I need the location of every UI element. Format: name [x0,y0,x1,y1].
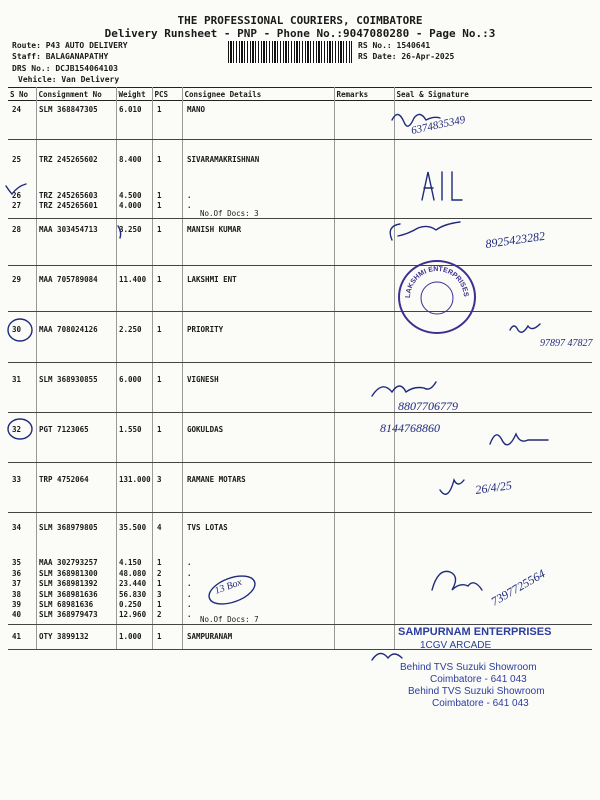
mark-scribble [118,226,121,238]
cell-pcs: 1 [157,325,162,334]
cell-cno: OTY 3899132 [39,632,89,641]
cell-sno: 27 [12,201,22,210]
handwritten-phone: 7397725564 [488,566,548,609]
cell-sno: 25 [12,155,22,164]
cell-sno: 26 [12,191,22,200]
cell-cno: SLM 368979473 [39,610,98,619]
cell-consignee: . [187,191,192,200]
cell-wt: 11.400 [119,275,147,284]
rs-date: RS Date: 26-Apr-2025 [358,52,455,61]
cell-sno: 35 [12,558,22,567]
cell-cno: MAA 302793257 [39,558,98,567]
cell-pcs: 1 [157,632,162,641]
cell-wt: 3.250 [119,225,142,234]
cell-pcs: 1 [157,375,162,384]
handwritten-note: All [424,200,426,201]
docs-count-note: No.Of Docs: 3 [200,209,259,218]
cell-wt: 0.250 [119,600,142,609]
cell-cno: TRZ 245265601 [39,201,98,210]
lakshmi-stamp [398,260,476,334]
cell-sno: 29 [12,275,22,284]
cell-cno: SLM 68981636 [39,600,94,609]
cell-pcs: 3 [157,475,162,484]
docs-count-note: No.Of Docs: 7 [200,615,259,624]
col-header-pcs: PCS [152,88,182,101]
runsheet-subtitle: Delivery Runsheet - PNP - Phone No.:9047080280 - Page No.:3 [104,27,496,40]
company-stamp-line: Coimbatore - 641 043 [430,674,527,685]
cell-consignee: LAKSHMI ENT [187,275,237,284]
cell-cno: MAA 705789084 [39,275,98,284]
cell-wt: 23.440 [119,579,147,588]
cell-pcs: 1 [157,600,162,609]
cell-consignee: TVS LOTAS [187,523,228,532]
handwritten-note: 13 Box [213,576,244,597]
signature-scribble [490,434,548,445]
cell-consignee: . [187,590,192,599]
cell-wt: 1.000 [119,632,142,641]
cell-sno: 32 [12,425,22,434]
cell-sno: 33 [12,475,22,484]
cell-cno: SLM 368847305 [39,105,98,114]
cell-consignee: . [187,558,192,567]
signature-scribble [422,172,462,200]
cell-sno: 34 [12,523,22,532]
handwritten-note: 97897 47827 [540,338,593,349]
vehicle-label: Vehicle: Van Delivery [18,75,120,84]
company-stamp-name: SAMPURNAM ENTERPRISES [398,626,552,638]
cell-cno: SLM 368979805 [39,523,98,532]
cell-pcs: 2 [157,610,162,619]
cell-sno: 30 [12,325,22,334]
col-header-sno: S No [8,88,36,101]
cell-pcs: 4 [157,523,162,532]
circle-mark [8,419,32,439]
cell-wt: 35.500 [119,523,147,532]
col-header-remarks: Remarks [334,88,394,101]
signature-scribble [372,382,436,396]
cell-consignee: . [187,610,192,619]
handwritten-phone: 8925423282 [484,228,546,251]
circle-mark [8,319,32,341]
cell-cno: PGT 7123065 [39,425,89,434]
cell-consignee: . [187,201,192,210]
cell-consignee: SAMPURANAM [187,632,233,641]
cell-wt: 56.830 [119,590,147,599]
cell-sno: 36 [12,569,22,578]
cell-consignee: MANISH KUMAR [187,225,242,234]
cell-cno: SLM 368981392 [39,579,98,588]
cell-consignee: . [187,579,192,588]
cell-sno: 38 [12,590,22,599]
rs-number: RS No.: 1540641 [358,41,431,50]
cell-pcs: 3 [157,590,162,599]
cell-cno: SLM 368981636 [39,590,98,599]
runsheet-title: THE PROFESSIONAL COURIERS, COIMBATORE [177,14,423,27]
cell-pcs: 2 [157,569,162,578]
cell-consignee: RAMANE MOTARS [187,475,246,484]
cell-pcs: 1 [157,155,162,164]
col-header-consignment: Consignment No [36,88,116,101]
cell-wt: 2.250 [119,325,142,334]
cell-consignee: PRIORITY [187,325,224,334]
checkmark-scribble [6,184,26,194]
handwritten-phone: 8144768860 [380,421,440,435]
cell-pcs: 1 [157,225,162,234]
cell-sno: 39 [12,600,22,609]
route-label: Route: P43 AUTO DELIVERY [12,41,128,50]
cell-pcs: 1 [157,558,162,567]
cell-wt: 1.550 [119,425,142,434]
stamp-text: LAKSHMI ENTERPRISES [404,265,470,299]
cell-consignee: . [187,569,192,578]
cell-wt: 4.000 [119,201,142,210]
cell-consignee: SIVARAMAKRISHNAN [187,155,260,164]
signature-scribble [432,571,482,590]
cell-pcs: 1 [157,105,162,114]
cell-wt: 131.000 [119,475,151,484]
cell-pcs: 1 [157,579,162,588]
handwritten-date: 26/4/25 [474,478,513,497]
drs-label: DRS No.: DCJB154064103 [12,64,118,73]
cell-wt: 6.010 [119,105,142,114]
cell-cno: SLM 368930855 [39,375,98,384]
company-stamp-line: Behind TVS Suzuki Showroom [408,686,545,697]
cell-consignee: VIGNESH [187,375,219,384]
cell-consignee: . [187,600,192,609]
cell-sno: 41 [12,632,22,641]
company-stamp-line: 1CGV ARCADE [420,640,492,651]
cell-sno: 24 [12,105,22,114]
signature-scribble [440,480,464,494]
cell-sno: 37 [12,579,22,588]
cell-wt: 8.400 [119,155,142,164]
cell-cno: SLM 368981300 [39,569,98,578]
signature-scribble [372,653,402,660]
cell-pcs: 1 [157,425,162,434]
cell-sno: 40 [12,610,22,619]
col-header-consignee: Consignee Details [182,88,334,101]
cell-wt: 4.500 [119,191,142,200]
cell-sno: 31 [12,375,22,384]
cell-cno: MAA 303454713 [39,225,98,234]
cell-consignee: GOKULDAS [187,425,224,434]
cell-wt: 4.150 [119,558,142,567]
cell-wt: 12.960 [119,610,147,619]
cell-cno: TRP 4752064 [39,475,89,484]
cell-pcs: 1 [157,275,162,284]
handwritten-phone: 6374835349 [410,113,467,137]
col-header-signature: Seal & Signature [394,88,592,101]
signature-scribble [390,222,460,240]
cell-cno: TRZ 245265602 [39,155,98,164]
staff-label: Staff: BALAGANAPATHY [12,52,109,61]
handwritten-phone: 8807706779 [398,399,458,413]
cell-wt: 6.000 [119,375,142,384]
cell-wt: 48.080 [119,569,147,578]
cell-cno: MAA 708024126 [39,325,98,334]
cell-sno: 28 [12,225,22,234]
cell-pcs: 1 [157,201,162,210]
company-stamp-line: Behind TVS Suzuki Showroom [400,662,537,673]
col-header-weight: Weight [116,88,152,101]
cell-consignee: MANO [187,105,206,114]
company-stamp-line: Coimbatore - 641 043 [432,698,529,709]
signature-scribble [510,324,540,332]
cell-cno: TRZ 245265603 [39,191,98,200]
cell-pcs: 1 [157,191,162,200]
